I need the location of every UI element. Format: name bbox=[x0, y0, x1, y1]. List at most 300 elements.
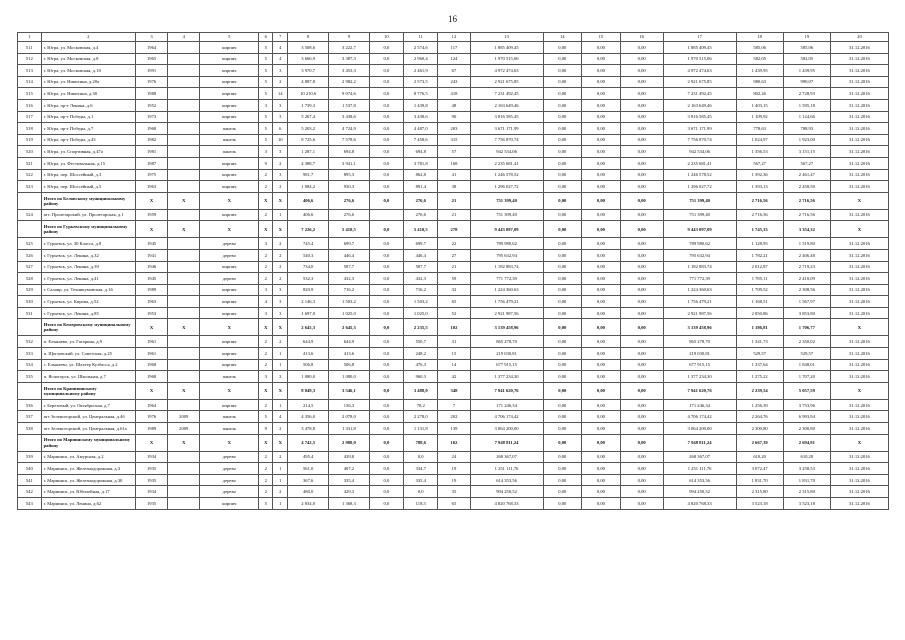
table-cell: 0,00 bbox=[620, 451, 663, 463]
table-cell: 1 745,33 bbox=[736, 221, 783, 238]
table-cell: 520 bbox=[18, 146, 42, 158]
table-cell: 0,00 bbox=[620, 88, 663, 100]
table-cell: 41 bbox=[438, 169, 470, 181]
table-cell: 0,00 bbox=[543, 307, 582, 319]
table-cell: 1 377 234,30 bbox=[470, 371, 543, 383]
table-row bbox=[18, 474, 889, 486]
table-cell: 31.12.2016 bbox=[830, 134, 888, 146]
table-cell: 3 387,3 bbox=[329, 53, 370, 65]
table-row bbox=[18, 146, 889, 158]
table-cell: 699,7 bbox=[404, 238, 438, 250]
table-cell: 1 341,73 bbox=[736, 336, 783, 348]
table-cell: 3 064 200,00 bbox=[470, 423, 543, 435]
table-cell: 2 716,56 bbox=[736, 192, 783, 209]
table-cell: 3 258,53 bbox=[783, 463, 830, 475]
table-cell: 3 853,80 bbox=[783, 307, 830, 319]
table-cell: 677 915,15 bbox=[470, 359, 543, 371]
table-cell: 2 350,02 bbox=[783, 336, 830, 348]
table-cell: 1982 bbox=[135, 134, 167, 146]
table-cell bbox=[168, 76, 200, 88]
table-cell: 1946 bbox=[135, 261, 167, 273]
table-cell: дерево bbox=[200, 463, 259, 475]
table-cell: 335,4 bbox=[404, 474, 438, 486]
table-cell: дерево bbox=[200, 451, 259, 463]
table-cell: 644,9 bbox=[329, 336, 370, 348]
column-number: 6 bbox=[259, 33, 273, 42]
table-cell: 2 716,56 bbox=[736, 209, 783, 221]
table-row bbox=[18, 76, 889, 88]
table-cell: 0,0 bbox=[404, 486, 438, 498]
table-cell: 0,00 bbox=[582, 42, 621, 54]
table-cell bbox=[18, 382, 42, 399]
table-cell: 2 bbox=[259, 273, 273, 285]
table-cell: 2 461,47 bbox=[783, 169, 830, 181]
table-cell: кирпич bbox=[200, 65, 259, 77]
table-cell: 31.12.2016 bbox=[830, 451, 888, 463]
table-cell: 3 438,6 bbox=[329, 111, 370, 123]
table-cell: 0,00 bbox=[620, 359, 663, 371]
table-cell: панель bbox=[200, 423, 259, 435]
table-cell: 9 bbox=[259, 423, 273, 435]
address-cell: г. Югра, пр-т Победы, д.7 bbox=[41, 123, 135, 135]
table-cell: 4 887,8 bbox=[288, 76, 329, 88]
table-cell: 31.12.2016 bbox=[830, 273, 888, 285]
table-cell bbox=[168, 498, 200, 510]
table-cell: 533 bbox=[18, 348, 42, 360]
address-cell: с. Елыкаево, ул. Шахтер Кузбасса, д.2 bbox=[41, 359, 135, 371]
table-cell: 1 296 027,72 bbox=[470, 181, 543, 193]
table-cell: 31.12.2016 bbox=[830, 359, 888, 371]
table-row bbox=[18, 463, 889, 475]
table-cell bbox=[369, 209, 403, 221]
table-cell: 2 406,48 bbox=[783, 249, 830, 261]
table-cell: 0,00 bbox=[582, 423, 621, 435]
table-cell: 2 bbox=[259, 209, 273, 221]
table-cell: 1 331,8 bbox=[329, 423, 370, 435]
table-row bbox=[18, 169, 889, 181]
table-cell: X bbox=[259, 434, 273, 451]
column-number: 12 bbox=[438, 33, 470, 42]
table-cell: 0,00 bbox=[543, 181, 582, 193]
table-cell: 0,00 bbox=[582, 123, 621, 135]
table-cell: 0,00 bbox=[582, 181, 621, 193]
table-cell: 789 980,62 bbox=[470, 238, 543, 250]
table-cell: 1 756 479,21 bbox=[470, 296, 543, 308]
table-cell: 5 410,5 bbox=[329, 221, 370, 238]
table-cell: 1 251 111,76 bbox=[663, 463, 736, 475]
table-cell: панель bbox=[200, 134, 259, 146]
table-row bbox=[18, 498, 889, 510]
table-cell: 9 443 097,09 bbox=[663, 221, 736, 238]
table-cell: 7 578,6 bbox=[329, 134, 370, 146]
address-cell: г. Мариинск, ул. Ленина, д.62 bbox=[41, 498, 135, 510]
table-cell: 536 bbox=[18, 399, 42, 411]
table-cell: 0,00 bbox=[620, 249, 663, 261]
table-cell: X bbox=[259, 319, 273, 336]
table-cell: 0,00 bbox=[543, 146, 582, 158]
table-cell: X bbox=[273, 192, 288, 209]
address-cell: г. Югра, ул. Спортивная, д.47а bbox=[41, 146, 135, 158]
table-cell: 1 707,20 bbox=[783, 371, 830, 383]
table-cell: 446,4 bbox=[329, 249, 370, 261]
table-cell: 802,26 bbox=[736, 88, 783, 100]
column-number: 20 bbox=[830, 33, 888, 42]
table-cell: 7 948 811,24 bbox=[470, 434, 543, 451]
table-cell: 865 278,70 bbox=[663, 336, 736, 348]
table-cell: 0,00 bbox=[543, 498, 582, 510]
table-cell: 276,6 bbox=[404, 209, 438, 221]
table-cell: 31.12.2016 bbox=[830, 474, 888, 486]
table-cell: 21 bbox=[438, 209, 470, 221]
table-row bbox=[18, 134, 889, 146]
table-cell: кирпич bbox=[200, 348, 259, 360]
table-cell bbox=[168, 296, 200, 308]
table-cell bbox=[168, 336, 200, 348]
table-cell: 0,0 bbox=[369, 181, 403, 193]
table-cell: 406,6 bbox=[288, 209, 329, 221]
table-cell: 1952 bbox=[135, 99, 167, 111]
table-cell: 0,0 bbox=[369, 221, 403, 238]
table-cell: 31.12.2016 bbox=[830, 411, 888, 423]
table-cell bbox=[168, 209, 200, 221]
table-cell: 0,00 bbox=[543, 474, 582, 486]
table-cell: 4 820 768,33 bbox=[470, 498, 543, 510]
table-cell: 0,00 bbox=[620, 399, 663, 411]
table-cell: 1976 bbox=[135, 76, 167, 88]
table-cell: 3 671 171,99 bbox=[470, 123, 543, 135]
table-cell: 248,2 bbox=[404, 348, 438, 360]
table-cell: 4 487,0 bbox=[404, 123, 438, 135]
table-cell: 1 168,51 bbox=[736, 296, 783, 308]
table-cell: X bbox=[273, 221, 288, 238]
table-cell: 1 595,18 bbox=[783, 99, 830, 111]
table-cell: 3 bbox=[273, 146, 288, 158]
table-cell: 585,06 bbox=[736, 42, 783, 54]
table-cell: 38 bbox=[438, 181, 470, 193]
table-cell: 3 671 171,99 bbox=[663, 123, 736, 135]
table-cell: 0,00 bbox=[620, 99, 663, 111]
table-cell: 276,6 bbox=[329, 209, 370, 221]
table-cell: 2 667,39 bbox=[736, 434, 783, 451]
table-cell: дерево bbox=[200, 486, 259, 498]
table-cell: 1987 bbox=[135, 157, 167, 169]
table-cell: 614 353,56 bbox=[663, 474, 736, 486]
table-cell: 0,00 bbox=[543, 463, 582, 475]
table-cell: 530 bbox=[18, 296, 42, 308]
table-cell bbox=[168, 238, 200, 250]
table-cell: 0,00 bbox=[582, 209, 621, 221]
table-cell: 0,0 bbox=[369, 88, 403, 100]
table-cell: 31.12.2016 bbox=[830, 463, 888, 475]
table-cell: 31.12.2016 bbox=[830, 111, 888, 123]
table-cell: 3 523,18 bbox=[736, 498, 783, 510]
table-cell: 5 410,5 bbox=[404, 221, 438, 238]
table-cell: кирпич bbox=[200, 261, 259, 273]
table-cell: 751 399,40 bbox=[470, 192, 543, 209]
table-cell: 2 146,3 bbox=[288, 296, 329, 308]
table-cell: 3 753,96 bbox=[783, 399, 830, 411]
table-cell: 7 231 492,45 bbox=[663, 88, 736, 100]
table-cell: 0,00 bbox=[543, 284, 582, 296]
table-cell: 278 bbox=[438, 221, 470, 238]
table-cell: 0,00 bbox=[620, 411, 663, 423]
table-cell: 745,4 bbox=[288, 238, 329, 250]
table-cell: 4 bbox=[259, 296, 273, 308]
table-row bbox=[18, 399, 889, 411]
table-cell bbox=[168, 111, 200, 123]
table-cell: 3 064 200,00 bbox=[663, 423, 736, 435]
table-cell: 734,0 bbox=[288, 261, 329, 273]
table-cell: 2 bbox=[259, 348, 273, 360]
table-cell: 1 356,53 bbox=[736, 146, 783, 158]
table-cell: 0,0 bbox=[369, 192, 403, 209]
table-cell: 3 478,8 bbox=[288, 423, 329, 435]
table-cell: 3 bbox=[273, 296, 288, 308]
table-cell: 2 982,2 bbox=[329, 76, 370, 88]
table-cell: 7 941 620,76 bbox=[470, 382, 543, 399]
table-cell: 0,0 bbox=[369, 65, 403, 77]
table-cell: 3 941,1 bbox=[329, 157, 370, 169]
table-cell: 1 bbox=[273, 463, 288, 475]
table-cell bbox=[168, 65, 200, 77]
table-cell: 5 bbox=[259, 42, 273, 54]
table-cell bbox=[168, 249, 200, 261]
table-cell: 1 224 360,63 bbox=[470, 284, 543, 296]
table-cell: 930,3 bbox=[329, 181, 370, 193]
table-cell bbox=[168, 146, 200, 158]
table-cell: 0,00 bbox=[582, 371, 621, 383]
table-cell: 0,0 bbox=[369, 99, 403, 111]
table-cell: 0,00 bbox=[620, 498, 663, 510]
address-cell: п. Ясногорск, ул. Школьная, д.7 bbox=[41, 371, 135, 383]
table-cell: 31.12.2016 bbox=[830, 99, 888, 111]
table-cell: 1935 bbox=[135, 474, 167, 486]
table-cell: 0,00 bbox=[582, 284, 621, 296]
table-cell: X bbox=[259, 221, 273, 238]
table-cell: 0,00 bbox=[582, 399, 621, 411]
table-cell: 0,0 bbox=[369, 53, 403, 65]
table-cell: 1963 bbox=[135, 181, 167, 193]
table-cell: 2 315,80 bbox=[783, 486, 830, 498]
table-cell: 751 399,40 bbox=[663, 192, 736, 209]
table-cell: 3 bbox=[259, 284, 273, 296]
table-cell: 1 256,39 bbox=[736, 399, 783, 411]
table-cell: 3 816 585,45 bbox=[663, 111, 736, 123]
table-cell: 1 124,66 bbox=[783, 111, 830, 123]
table-cell: 1963 bbox=[135, 296, 167, 308]
table-cell: 942 534,06 bbox=[470, 146, 543, 158]
table-cell: 567,27 bbox=[736, 157, 783, 169]
table-cell: 5 bbox=[259, 53, 273, 65]
table-cell: 516 bbox=[18, 99, 42, 111]
table-cell: 1 567,97 bbox=[783, 296, 830, 308]
table-cell: 0,00 bbox=[582, 307, 621, 319]
table-cell: 0,00 bbox=[582, 319, 621, 336]
table-cell: 1976 bbox=[135, 411, 167, 423]
table-cell: 865 278,70 bbox=[470, 336, 543, 348]
table-cell: панель bbox=[200, 123, 259, 135]
subtotal-label: Итого по Гурьевскому муниципальному району bbox=[41, 221, 135, 238]
table-cell: 1 392,36 bbox=[736, 169, 783, 181]
table-cell: 2 645,3 bbox=[288, 319, 329, 336]
table-cell: 31.12.2016 bbox=[830, 123, 888, 135]
column-number: 1 bbox=[18, 33, 42, 42]
table-cell: 21 bbox=[438, 261, 470, 273]
table-cell: 4 356,0 bbox=[288, 411, 329, 423]
column-number: 13 bbox=[470, 33, 543, 42]
table-cell: 4 388,7 bbox=[288, 157, 329, 169]
table-cell: 0,00 bbox=[620, 53, 663, 65]
table-cell: X bbox=[200, 319, 259, 336]
table-cell: X bbox=[830, 434, 888, 451]
table-cell: 1 bbox=[273, 399, 288, 411]
column-number: 16 bbox=[620, 33, 663, 42]
table-cell: 1 128,95 bbox=[736, 238, 783, 250]
table-cell: 582,05 bbox=[736, 53, 783, 65]
table-cell: 2 bbox=[259, 359, 273, 371]
table-cell: 5 bbox=[259, 498, 273, 510]
table-cell: 862,8 bbox=[404, 169, 438, 181]
table-row bbox=[18, 249, 889, 261]
table-cell: 513 bbox=[18, 65, 42, 77]
table-cell: X bbox=[273, 319, 288, 336]
table-cell: 5 bbox=[259, 65, 273, 77]
table-cell: 0,00 bbox=[543, 249, 582, 261]
address-cell: г. Гурьевск, ул. Кирова, д.52 bbox=[41, 296, 135, 308]
table-cell: 2 461,9 bbox=[404, 65, 438, 77]
subtotal-label: Итого по Мариинскому муниципальному району bbox=[41, 434, 135, 451]
table-cell: 31.12.2016 bbox=[830, 88, 888, 100]
table-cell: 0,0 bbox=[369, 359, 403, 371]
table-cell: 1 246 578,52 bbox=[663, 169, 736, 181]
table-cell: кирпич bbox=[200, 99, 259, 111]
table-cell: 1 287,1 bbox=[288, 146, 329, 158]
table-cell: 2 235 681,41 bbox=[470, 157, 543, 169]
table-cell: 0,0 bbox=[369, 284, 403, 296]
table-cell: 1968 bbox=[135, 359, 167, 371]
table-cell: 0,0 bbox=[369, 423, 403, 435]
table-cell: 0,00 bbox=[543, 382, 582, 399]
table-cell: кирпич bbox=[200, 76, 259, 88]
column-number: 2 bbox=[41, 33, 135, 42]
table-cell: 525 bbox=[18, 238, 42, 250]
table-cell bbox=[168, 99, 200, 111]
table-cell: 5 203,2 bbox=[288, 123, 329, 135]
table-cell: 31.12.2016 bbox=[830, 296, 888, 308]
table-cell: 31.12.2016 bbox=[830, 76, 888, 88]
table-cell: панель bbox=[200, 371, 259, 383]
address-cell: г. Югра, пр-т Победы, д.43 bbox=[41, 134, 135, 146]
table-cell: 0,00 bbox=[582, 486, 621, 498]
table-cell: 1 186,81 bbox=[736, 319, 783, 336]
table-cell: 0,00 bbox=[620, 319, 663, 336]
table-cell bbox=[168, 399, 200, 411]
table-cell: 0,0 bbox=[369, 399, 403, 411]
table-cell: X bbox=[168, 434, 200, 451]
address-cell: п. Щегловский, ул. Советская, д.25 bbox=[41, 348, 135, 360]
subtotal-row bbox=[18, 382, 889, 399]
table-cell: 550,7 bbox=[404, 336, 438, 348]
table-cell: 19 bbox=[438, 474, 470, 486]
table-cell: 3 139 458,96 bbox=[663, 319, 736, 336]
table-cell bbox=[168, 348, 200, 360]
table-cell: 795 632,94 bbox=[663, 249, 736, 261]
table-cell: 0,00 bbox=[582, 111, 621, 123]
address-cell: г. Салаир, ул. Техникумовская, д.16 bbox=[41, 284, 135, 296]
table-cell: 52 bbox=[438, 307, 470, 319]
address-cell: г. Югра, ул. Московская, д.4 bbox=[41, 42, 135, 54]
table-cell: 1 831,70 bbox=[736, 474, 783, 486]
table-cell: 0,0 bbox=[369, 123, 403, 135]
table-cell: 0,0 bbox=[369, 261, 403, 273]
address-cell: г. Югра, ул. Московская, д.8 bbox=[41, 53, 135, 65]
table-cell: 521 bbox=[18, 157, 42, 169]
table-cell: 531 bbox=[18, 307, 42, 319]
table-cell: 0,00 bbox=[582, 336, 621, 348]
subtotal-row bbox=[18, 192, 889, 209]
table-cell: 7 941 620,76 bbox=[663, 382, 736, 399]
table-cell: 1975 bbox=[135, 169, 167, 181]
table-cell: 268 367,07 bbox=[470, 451, 543, 463]
address-cell: г. Югра, ул. Фестивальная, д.15 bbox=[41, 157, 135, 169]
table-cell: 1 024,97 bbox=[736, 134, 783, 146]
table-cell: 3 072,47 bbox=[736, 463, 783, 475]
column-number: 8 bbox=[288, 33, 329, 42]
table-cell: 22 bbox=[438, 238, 470, 250]
table-cell: 2 278,0 bbox=[404, 411, 438, 423]
table-cell: X bbox=[135, 221, 167, 238]
address-cell: г. Мариинск, ул. Амурская, д.2 bbox=[41, 451, 135, 463]
table-cell: 31.12.2016 bbox=[830, 169, 888, 181]
table-cell: 512 bbox=[18, 53, 42, 65]
table-cell: 2 bbox=[259, 261, 273, 273]
table-cell: дерево bbox=[200, 249, 259, 261]
table-cell: 1 182 883,74 bbox=[663, 261, 736, 273]
table-cell: 4 bbox=[273, 411, 288, 423]
table-cell: 2 239,54 bbox=[736, 382, 783, 399]
table-cell: 614 353,56 bbox=[470, 474, 543, 486]
table-cell: 981,7 bbox=[288, 169, 329, 181]
table-cell: 0,0 bbox=[369, 486, 403, 498]
table-cell bbox=[18, 221, 42, 238]
table-cell: 0,0 bbox=[369, 157, 403, 169]
table-cell: 0,00 bbox=[543, 192, 582, 209]
table-cell: 2 bbox=[259, 486, 273, 498]
table-cell: 3 816 585,45 bbox=[470, 111, 543, 123]
table-cell: 1935 bbox=[135, 463, 167, 475]
table-cell: X bbox=[200, 434, 259, 451]
table-cell: 3 546,1 bbox=[329, 382, 370, 399]
table-cell: 0,00 bbox=[582, 474, 621, 486]
address-cell: г. Югра, ул. Московская, д.18 bbox=[41, 65, 135, 77]
table-cell: 0,00 bbox=[620, 474, 663, 486]
address-cell: г. Гурьевск, ул. Ленина, д.41 bbox=[41, 273, 135, 285]
table-cell: 3 222,7 bbox=[329, 42, 370, 54]
table-cell: 1 131,8 bbox=[404, 423, 438, 435]
table-cell: 0,00 bbox=[543, 42, 582, 54]
table-cell: 0,00 bbox=[582, 348, 621, 360]
table-cell: 1 bbox=[273, 474, 288, 486]
table-cell: X bbox=[135, 319, 167, 336]
table-cell: кирпич bbox=[200, 209, 259, 221]
table-cell: 1 785,11 bbox=[736, 273, 783, 285]
table-cell: 31.12.2016 bbox=[830, 399, 888, 411]
table-cell bbox=[168, 42, 200, 54]
table-cell: 529 bbox=[18, 284, 42, 296]
table-cell: 3 354,32 bbox=[783, 221, 830, 238]
table-cell: 5 057,59 bbox=[783, 382, 830, 399]
table-cell: 202 bbox=[438, 411, 470, 423]
